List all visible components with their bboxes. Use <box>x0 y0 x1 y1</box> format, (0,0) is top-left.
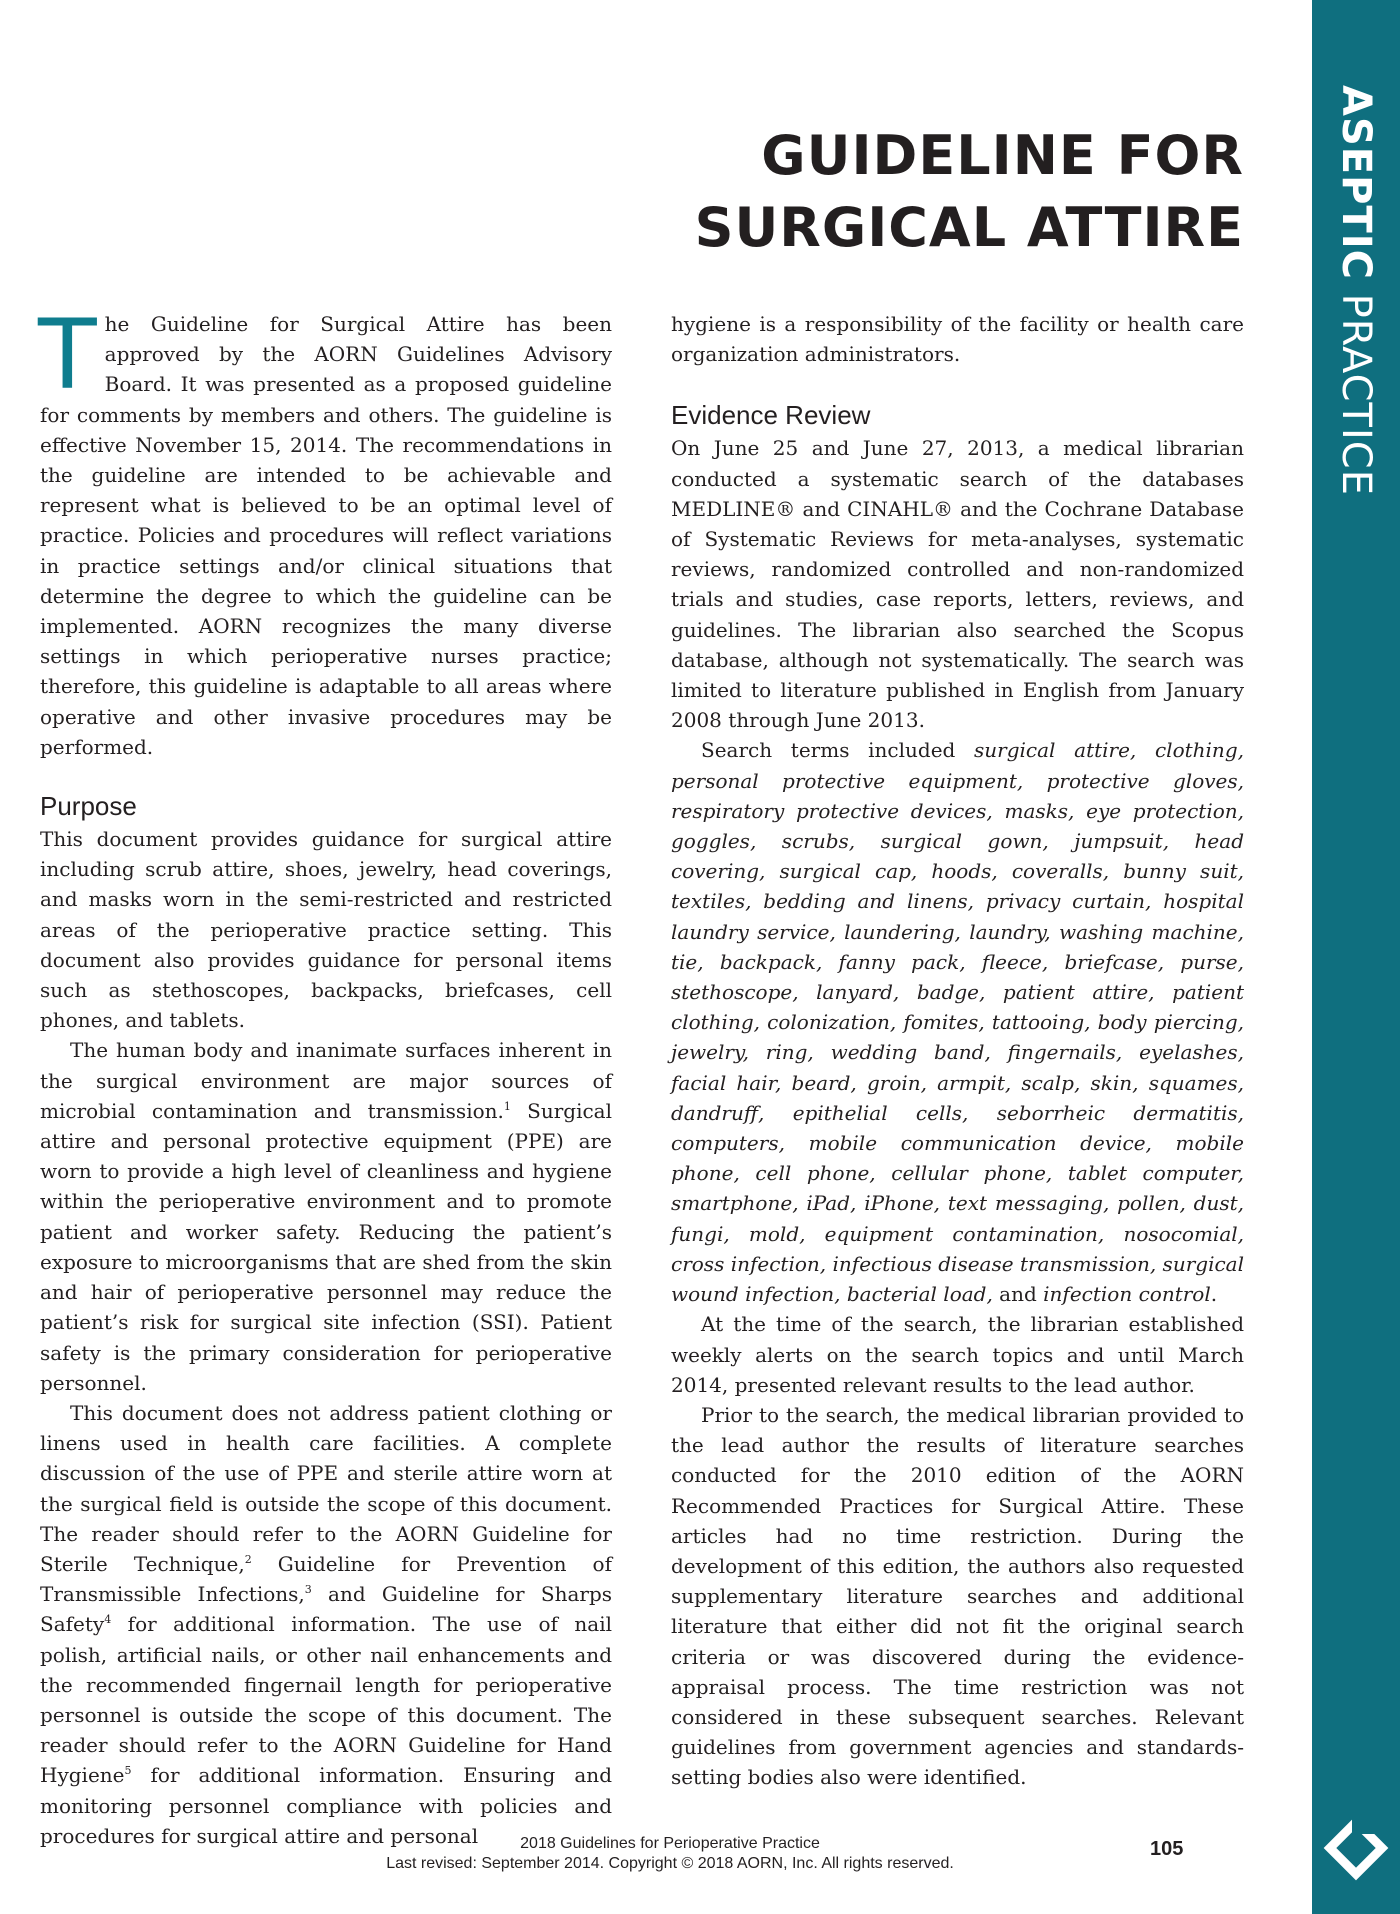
intro-text: he Guideline for Surgical Attire has been approved by the AORN Guidelines Advisory Board. It was presented as a proposed guideline for comments by members and others. The guideline is effective November 15, 2014. The recommendations in the guideline are intended to be achievable and represent what is believed to be an optimal level of practice. Policies and procedures will reflect variations in practice settings and/or clinical situations that determine the degree to which the guideline can be implemented. AORN recognizes the many diverse settings in which perioperative nurses practice; therefore, this guideline is adaptable to all areas where operative and other invasive procedures may be performed. <box>40 312 612 759</box>
search-terms-intro: Search terms included <box>701 738 975 763</box>
evidence-paragraph-1: On June 25 and June 27, 2013, a medical librarian conducted a systematic search of the databases MEDLINE® and CINAHL® and the Cochrane Database of Systematic Reviews for meta-analyses, systematic reviews, randomized controlled and non-randomized trials and studies, case reports, letters, reviews, and guidelines. The librarian also searched the Scopus database, although not systematically. The search was limited to literature published in English from January 2008 through June 2013. <box>671 436 1244 733</box>
search-terms-and: and <box>992 1282 1044 1307</box>
page-footer <box>300 1834 1040 1874</box>
purpose-paragraph-3-continued: hygiene is a responsibility of the facility or health care organization administrators. <box>671 312 1244 367</box>
reference-4: 4 <box>104 1613 112 1627</box>
title-line-2: SURGICAL ATTIRE <box>694 196 1244 259</box>
purpose-heading: Purpose <box>40 791 137 822</box>
search-terms-end: . <box>1210 1282 1218 1307</box>
purpose-paragraph-3 <box>40 1398 612 1851</box>
p3-text-b: Guideline for Prevention of Transmissible Infections, <box>40 1551 612 1607</box>
evidence-paragraph-3: At the time of the search, the librarian established weekly alerts on the search topics and until March 2014, presented relevant results to the lead author. <box>671 1312 1244 1397</box>
page-number: 105 <box>1150 1838 1184 1860</box>
search-terms-list: surgical attire, clothing, personal protective equipment, protective gloves, respiratory protective devices, masks, eye protection, goggles, scrubs, surgical gown, jumpsuit, head covering, surgical cap, hoods, coveralls, bunny suit, textiles, bedding and linens, privacy curtain, hospital laundry service, laundering, laundry, washing machine, tie, backpack, fanny pack, fleece, briefcase, purse, stethoscope, lanyard, badge, patient attire, patient clothing, colonization, fomites, tattooing, body piercing, jewelry, ring, wedding band, fingernails, eyelashes, facial hair, beard, groin, armpit, scalp, skin, squames, dandruff, epithelial cells, seborrheic dermatitis, computers, mobile communication device, mobile phone, cell phone, cellular phone, tablet computer, smartphone, iPad, iPhone, text messaging, pollen, dust, fungi, mold, equipment contamination, nosocomial, cross infection, infectious disease transmission, surgical wound infection, bacterial load, <box>671 738 1244 1307</box>
p3-text-a: This document does not address patient clothing or linens used in health care facilities. A complete discussion of the use of PPE and sterile attire worn at the surgical field is outside the scope of this document. The reader should refer to the AORN Guideline for Sterile Technique, <box>40 1400 612 1576</box>
p3-text-d: for additional information. The use of nail polish, artificial nails, or other nail enhancements and the recommended fingernail length for perioperative personnel is outside the scope of this document. The reader should refer to the AORN Guideline for Hand Hygiene <box>40 1612 612 1788</box>
reference-5: 5 <box>124 1764 132 1778</box>
footer-line-1: 2018 Guidelines for Perioperative Practice <box>520 1835 820 1852</box>
reference-2: 2 <box>244 1552 252 1566</box>
section-label-light: PRACTICE <box>1333 293 1379 496</box>
purpose-paragraph-2 <box>40 1035 612 1397</box>
footer-line-2: Last revised: September 2014. Copyright © 2018 AORN, Inc. All rights reserved. <box>386 1855 954 1872</box>
p2-text-a: The human body and inanimate surfaces inherent in the surgical environment are major sources of microbial contamination and transmission. <box>40 1038 612 1123</box>
section-label <box>1330 85 1382 496</box>
intro-paragraph <box>38 299 612 762</box>
section-label-bold: ASEPTIC <box>1333 85 1379 280</box>
title-line-1: GUIDELINE FOR <box>761 124 1244 187</box>
reference-3: 3 <box>304 1583 312 1597</box>
evidence-paragraph-4: Prior to the search, the medical librarian provided to the lead author the results of literature searches conducted for the 2010 edition of the AORN Recommended Practices for Surgical Attire. These articles had no time restriction. During the development of this edition, the authors also requested supplementary literature searches and additional literature that either did not fit the original search criteria or was discovered during the evidence-appraisal process. The time restriction was not considered in these subsequent searches. Relevant guidelines from government agencies and standards-setting bodies also were identified. <box>671 1402 1244 1790</box>
page-title <box>560 120 1244 264</box>
evidence-paragraph-2 <box>671 735 1244 1309</box>
p3-text-c: and Guideline for Sharps Safety <box>40 1582 613 1637</box>
p2-text-b: Surgical attire and personal protective equipment (PPE) are worn to provide a high level of cleanliness and hygiene within the perioperative environment and to promote patient and worker safety. Reducing the patient’s exposure to microorganisms that are shed from the skin and hair of perioperative personnel may reduce the patient’s risk for surgical site infection (SSI). Patient safety is the primary consideration for perioperative personnel. <box>40 1098 612 1395</box>
aorn-logo-icon <box>1316 1812 1396 1892</box>
drop-cap: T <box>38 299 97 411</box>
right-column <box>671 309 1244 1793</box>
purpose-paragraph-1: This document provides guidance for surgical attire including scrub attire, shoes, jewelry, head coverings, and masks worn in the semi-restricted and restricted areas of the perioperative practice setting. This document also provides guidance for personal items such as stethoscopes, backpacks, briefcases, cell phones, and tablets. <box>40 827 612 1033</box>
left-column <box>38 299 613 1851</box>
reference-1: 1 <box>503 1099 511 1113</box>
p3-text-e: for additional information. Ensuring and monitoring personnel compliance with policies and procedures for surgical attire and personal <box>40 1763 612 1848</box>
evidence-review-heading: Evidence Review <box>671 400 871 431</box>
search-terms-last: infection control <box>1043 1282 1211 1307</box>
